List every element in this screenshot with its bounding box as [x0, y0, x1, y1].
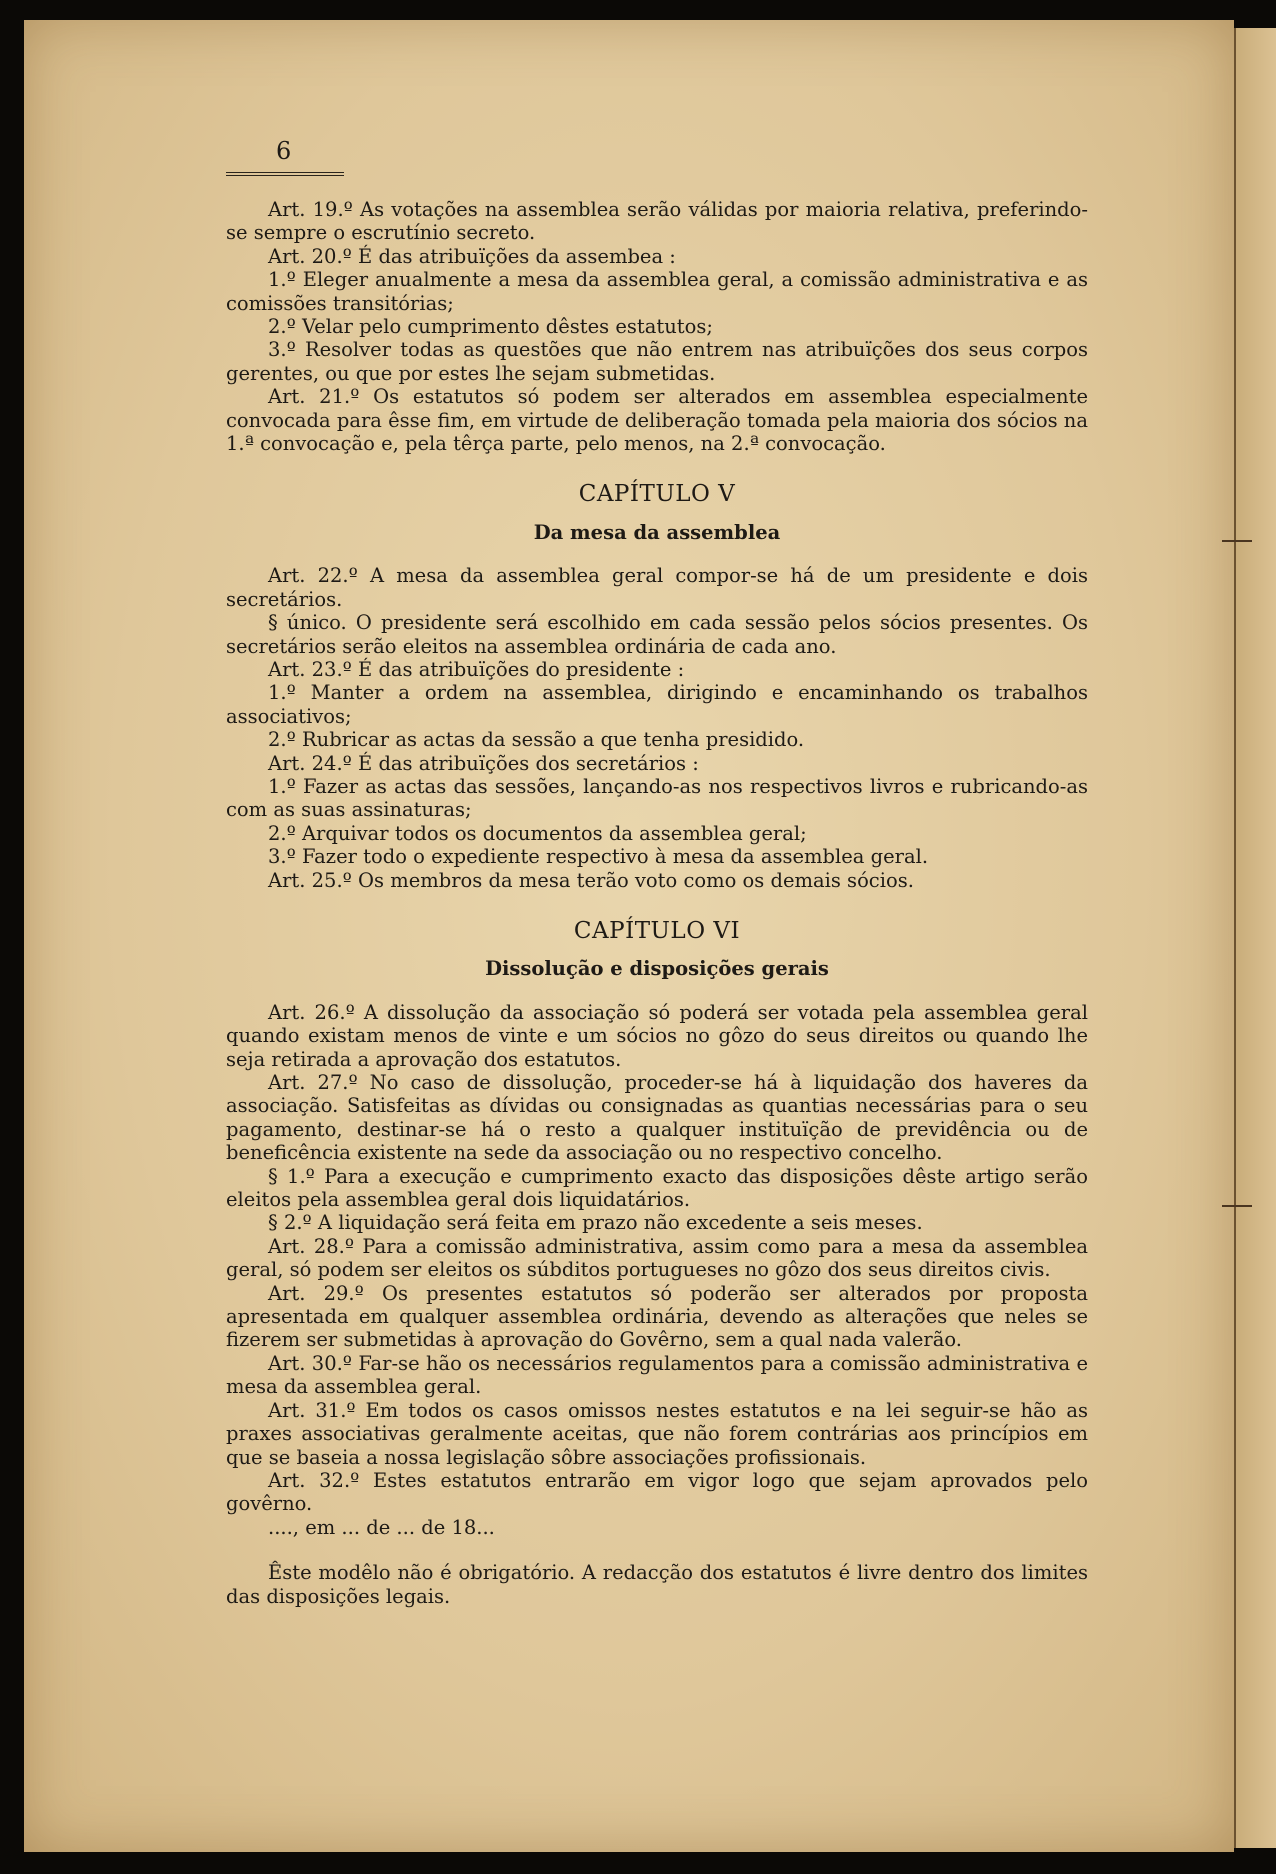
- closing-note: Êste modêlo não é obrigatório. A redacção dos estatutos é livre dentro dos limites das disposições legais.: [226, 1561, 1088, 1608]
- article-22: Art. 22.º A mesa da assemblea geral compor-se há de um presidente e dois secretários.: [226, 564, 1088, 611]
- dateline: ...., em ... de ... de 18...: [268, 1515, 495, 1539]
- article-32: Art. 32.º Estes estatutos entrarão em vigor logo que sejam aprovados pelo govêrno.: [226, 1468, 1088, 1516]
- article-31: Art. 31.º Em todos os casos omissos nestes estatutos e na lei seguir-se hão as praxes associativas geralmente aceitas, que não forem contrárias aos princípios em que se baseia a nossa legislação sôbre associações profissionais.: [226, 1398, 1088, 1469]
- edge-mark: [1222, 1205, 1252, 1207]
- article-20-item-2: 2.º Velar pelo cumprimento dêstes estatutos;: [268, 315, 713, 339]
- article-19: Art. 19.º As votações na assemblea serão válidas por maioria relativa, preferindo-se sempre o escrutínio secreto.: [226, 198, 1088, 245]
- page-text: [226, 137, 1088, 1608]
- article-25: Art. 25.º Os membros da mesa terão voto como os demais sócios.: [268, 868, 914, 892]
- next-page-edge: [1234, 28, 1276, 1848]
- header-rule: [226, 172, 344, 176]
- article-24: Art. 24.º É das atribuïções dos secretários :: [268, 751, 699, 775]
- edge-mark: [1222, 540, 1252, 542]
- page-number: 6: [276, 137, 292, 165]
- article-20-item-1: 1.º Eleger anualmente a mesa da assemblea geral, a comissão administrativa e as comissões transitórias;: [226, 268, 1088, 315]
- article-23-item-1: 1.º Manter a ordem na assemblea, dirigindo e encaminhando os trabalhos associativos;: [226, 681, 1088, 728]
- article-27-paragraph-2: § 2.º A liquidação será feita em prazo não excedente a seis meses.: [268, 1211, 923, 1235]
- article-28: Art. 28.º Para a comissão administrativa, assim como para a mesa da assemblea geral, só podem ser eleitos os súbditos portugueses no gôzo dos seus direitos civis.: [226, 1234, 1088, 1282]
- article-23-item-2: 2.º Rubricar as actas da sessão a que tenha presidido.: [268, 728, 805, 752]
- article-20-item-3: 3.º Resolver todas as questões que não entrem nas atribuïções dos seus corpos gerentes, ou que por estes lhe sejam submetidas.: [226, 338, 1088, 385]
- article-24-item-3: 3.º Fazer todo o expediente respectivo à mesa da assemblea geral.: [268, 845, 929, 869]
- chapter-5-subtitle: Da mesa da assemblea: [533, 520, 781, 544]
- article-22-paragraph: § único. O presidente será escolhido em cada sessão pelos sócios presentes. Os secretários serão eleitos na assemblea ordinária de cada ano.: [226, 611, 1088, 658]
- chapter-6-subtitle: Dissolução e disposições gerais: [485, 957, 829, 981]
- article-23: Art. 23.º É das atribuïções do presidente :: [268, 657, 685, 681]
- article-30: Art. 30.º Far-se hão os necessários regulamentos para a comissão administrativa e mesa da assemblea geral.: [226, 1351, 1088, 1399]
- chapter-6-title: CAPÍTULO VI: [573, 917, 741, 944]
- article-26: Art. 26.º A dissolução da associação só poderá ser votada pela assemblea geral quando existam menos de vinte e um sócios no gôzo do seus direitos ou quando lhe seja retirada a aprovação dos estatutos.: [226, 1000, 1088, 1071]
- article-29: Art. 29.º Os presentes estatutos só poderão ser alterados por proposta apresentada em qualquer assemblea ordinária, devendo as alterações que neles se fizerem ser submetidas à aprovação do Govêrno, sem a qual nada valerão.: [226, 1281, 1088, 1352]
- article-24-item-1: 1.º Fazer as actas das sessões, lançando-as nos respectivos livros e rubricando-as com as suas assinaturas;: [226, 774, 1088, 822]
- article-27-paragraph-1: § 1.º Para a execução e cumprimento exacto das disposições dêste artigo serão eleitos pela assemblea geral dois liquidatários.: [226, 1164, 1088, 1212]
- article-24-item-2: 2.º Arquivar todos os documentos da assemblea geral;: [268, 821, 807, 845]
- article-21: Art. 21.º Os estatutos só podem ser alterados em assemblea especialmente convocada para êsse fim, em virtude de deliberação tomada pela maioria dos sócios na 1.ª convocação e, pela têrça parte, pelo menos, na 2.ª convocação.: [226, 385, 1088, 456]
- article-27: Art. 27.º No caso de dissolução, proceder-se há à liquidação dos haveres da associação. Satisfeitas as dívidas ou consignadas as quantias necessárias para o seu pagamento, destinar-se há o resto a qualquer instituïção de previdência ou de beneficência existente na sede da associação ou no respectivo concelho.: [226, 1071, 1088, 1165]
- article-20: Art. 20.º É das atribuïções da assembea :: [268, 244, 676, 268]
- chapter-5-title: CAPÍTULO V: [578, 481, 736, 508]
